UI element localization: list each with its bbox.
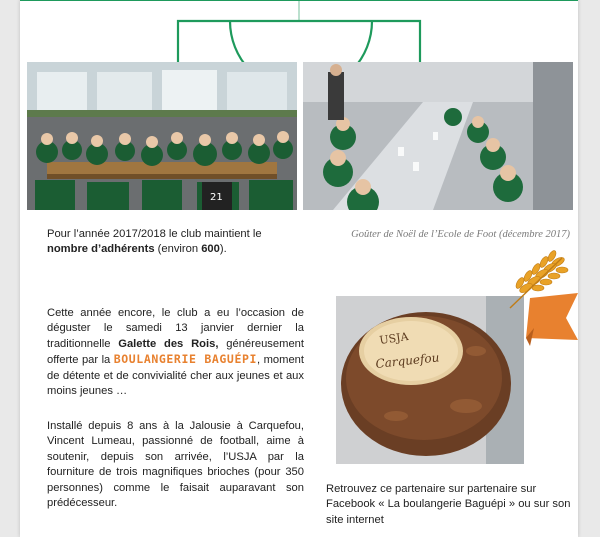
football-field-lines bbox=[20, 0, 578, 70]
intro-text-1: Pour l’année 2017/2018 le club maintient le bbox=[47, 228, 262, 240]
photo-caption-christmas: Goûter de Noël de l’Ecole de Foot (décembre 2017) bbox=[351, 229, 570, 240]
article-paragraph-2 bbox=[47, 419, 304, 511]
brand-boulangerie-baguepi: BOULANGERIE BAGUÉPI bbox=[113, 352, 258, 367]
article-paragraph-1 bbox=[47, 306, 304, 399]
intro-bold-count: 600 bbox=[201, 243, 220, 256]
article-text-c: , moment de détente et de convivialité cher aux jeunes et aux moins jeunes … bbox=[47, 354, 304, 398]
wheat-ribbon-decoration-icon bbox=[490, 248, 578, 348]
galette-des-rois-bold: Galette des Rois, bbox=[118, 337, 219, 350]
intro-text-2: (environ bbox=[154, 243, 202, 256]
svg-text:21: 21 bbox=[210, 192, 223, 203]
newsletter-page bbox=[20, 0, 578, 537]
cake-text-carquefou: Carquefou bbox=[374, 350, 440, 371]
intro-bold-adherents: nombre d’adhérents bbox=[47, 243, 155, 256]
intro-text-3: ). bbox=[219, 243, 227, 256]
cake-text-usja: USJA bbox=[378, 330, 410, 347]
article-text-d: Installé depuis 8 ans à la Jalousie à Carquefou, Vincent Lumeau, passionné de football, aime à soutenir, depuis son arrivée, l’USJA par la fourniture de trois magnifiques brioches (pour 350 personnes) comme le faisait auparavant son prédécesseur. bbox=[47, 420, 304, 510]
partner-caption: Retrouvez ce partenaire sur partenaire sur Facebook « La boulangerie Baguépi » ou sur son site internet bbox=[326, 483, 571, 526]
article-text-a: Cette année encore, le club a eu l’occasion de déguster le samedi 13 janvier dernier la traditionnelle bbox=[47, 307, 304, 350]
intro-paragraph bbox=[47, 227, 287, 258]
photo-team-snack-clubhouse bbox=[27, 62, 297, 210]
article-text-b: généreusement offerte par la bbox=[47, 337, 304, 367]
photo-christmas-snack bbox=[303, 62, 573, 210]
